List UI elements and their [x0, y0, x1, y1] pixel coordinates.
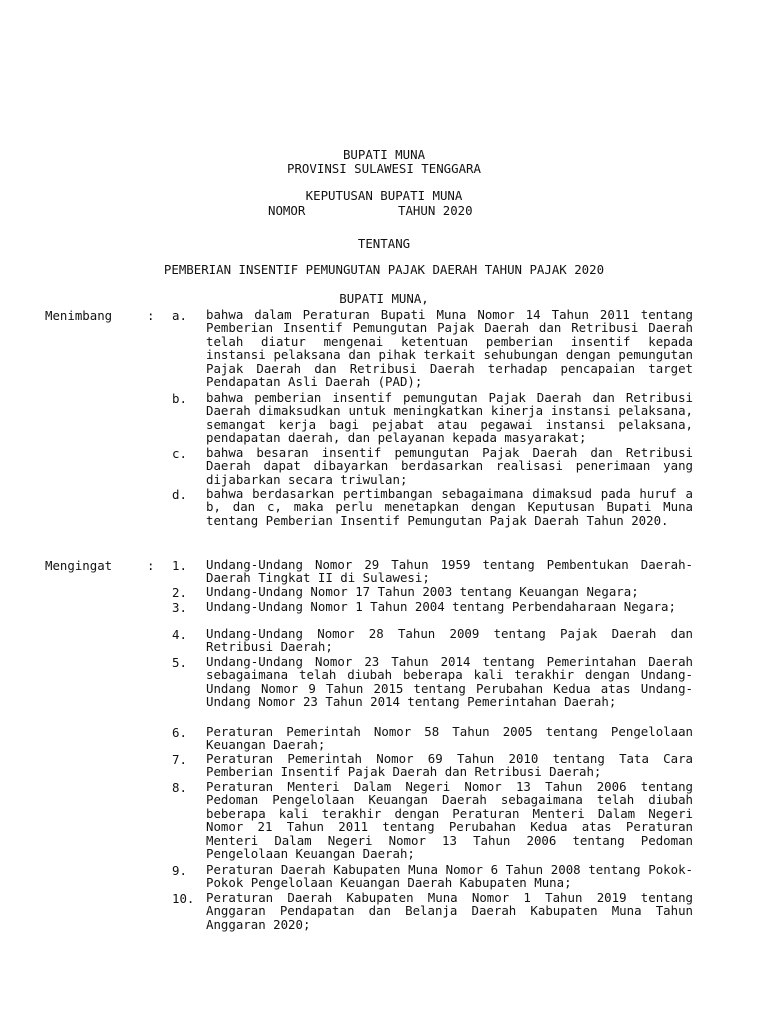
mengingat-colon: :: [147, 558, 155, 573]
mengingat-item-7: Peraturan Pemerintah Nomor 69 Tahun 2010 tentang Tata Cara Pemberian Insentif Pajak Daerah dan Retribusi Daerah;: [206, 751, 693, 780]
mengingat-marker-8: 8.: [172, 780, 187, 795]
menimbang-marker-d: d.: [172, 487, 187, 502]
menimbang-item-a: bahwa dalam Peraturan Bupati Muna Nomor 14 Tahun 2011 tentang Pemberian Insentif Pemungutan Pajak Daerah dan Retribusi Daerah telah diatur mengenai ketentuan pemberian insentif kepada instansi pelaksana dan pihak terkait sehubungan dengan pemungutan Pajak Daerah dan Retribusi Daerah terhadap pencapaian target Pendapatan Asli Daerah (PAD);: [206, 307, 693, 390]
menimbang-marker-a: a.: [172, 308, 187, 323]
mengingat-item-10: Peraturan Daerah Kabupaten Muna Nomor 1 Tahun 2019 tentang Anggaran Pendapatan dan Belanja Daerah Kabupaten Muna Tahun Anggaran 2020;: [206, 890, 693, 932]
province-heading: PROVINSI SULAWESI TENGGARA: [287, 161, 481, 176]
tahun-label: TAHUN 2020: [398, 203, 473, 218]
mengingat-item-2: Undang-Undang Nomor 17 Tahun 2003 tentang Keuangan Negara;: [206, 584, 639, 599]
mengingat-marker-9: 9.: [172, 863, 187, 878]
mengingat-marker-1: 1.: [172, 558, 187, 573]
mengingat-marker-7: 7.: [172, 752, 187, 767]
authority-heading: BUPATI MUNA,: [339, 291, 429, 306]
mengingat-marker-5: 5.: [172, 655, 187, 670]
mengingat-item-4: Undang-Undang Nomor 28 Tahun 2009 tentang Pajak Daerah dan Retribusi Daerah;: [206, 626, 693, 655]
menimbang-item-b: bahwa pemberian insentif pemungutan Pajak Daerah dan Retribusi Daerah dimaksudkan untuk meningkatkan kinerja instansi pelaksana, semangat kerja bagi pejabat atau pegawai instansi pelaksana, pendapatan daerah, dan pelayanan kepada masyarakat;: [206, 390, 693, 446]
menimbang-marker-c: c.: [172, 446, 187, 461]
tentang-heading: TENTANG: [357, 236, 411, 251]
mengingat-item-3: Undang-Undang Nomor 1 Tahun 2004 tentang Perbendaharaan Negara;: [206, 599, 676, 614]
mengingat-marker-2: 2.: [172, 585, 187, 600]
mengingat-marker-4: 4.: [172, 627, 187, 642]
mengingat-item-8: Peraturan Menteri Dalam Negeri Nomor 13 Tahun 2006 tentang Pedoman Pengelolaan Keuangan Daerah sebagaimana telah diubah beberapa kali terakhir dengan Peraturan Menteri Dalam Negeri Nomor 21 Tahun 2011 tentang Perubahan Kedua atas Peraturan Menteri Dalam Negeri Nomor 13 Tahun 2006 tentang Pedoman Pengelolaan Keuangan Daerah;: [206, 779, 693, 862]
mengingat-marker-6: 6.: [172, 725, 187, 740]
menimbang-marker-b: b.: [172, 391, 187, 406]
menimbang-item-c: bahwa besaran insentif pemungutan Pajak Daerah dan Retribusi Daerah dapat dibayarkan berdasarkan realisasi penerimaan yang dijabarkan secara triwulan;: [206, 445, 693, 487]
decree-title: KEPUTUSAN BUPATI MUNA: [305, 188, 463, 203]
menimbang-label: Menimbang: [45, 308, 113, 323]
menimbang-colon: :: [147, 308, 155, 323]
mengingat-item-6: Peraturan Pemerintah Nomor 58 Tahun 2005 tentang Pengelolaan Keuangan Daerah;: [206, 724, 693, 753]
mengingat-item-1: Undang-Undang Nomor 29 Tahun 1959 tentang Pembentukan Daerah-Daerah Tingkat II di Sulawesi;: [206, 557, 693, 586]
mengingat-label: Mengingat: [45, 558, 113, 573]
mengingat-item-5: Undang-Undang Nomor 23 Tahun 2014 tentang Pemerintahan Daerah sebagaimana telah diubah beberapa kali terakhir dengan Undang-Undang Nomor 9 Tahun 2015 tentang Perubahan Kedua atas Undang-Undang Nomor 23 Tahun 2014 tentang Pemerintahan Daerah;: [206, 654, 693, 710]
regent-heading: BUPATI MUNA: [342, 147, 426, 162]
decree-subject: PEMBERIAN INSENTIF PEMUNGUTAN PAJAK DAERAH TAHUN PAJAK 2020: [163, 262, 605, 277]
nomor-label: NOMOR: [268, 203, 306, 218]
mengingat-item-9: Peraturan Daerah Kabupaten Muna Nomor 6 Tahun 2008 tentang Pokok-Pokok Pengelolaan Keuangan Daerah Kabupaten Muna;: [206, 862, 693, 891]
mengingat-marker-3: 3.: [172, 600, 187, 615]
mengingat-marker-10: 10.: [172, 891, 195, 906]
menimbang-item-d: bahwa berdasarkan pertimbangan sebagaimana dimaksud pada huruf a b, dan c, maka perlu menetapkan dengan Keputusan Bupati Muna tentang Pemberian Insentif Pemungutan Pajak Daerah Tahun 2020.: [206, 486, 693, 528]
